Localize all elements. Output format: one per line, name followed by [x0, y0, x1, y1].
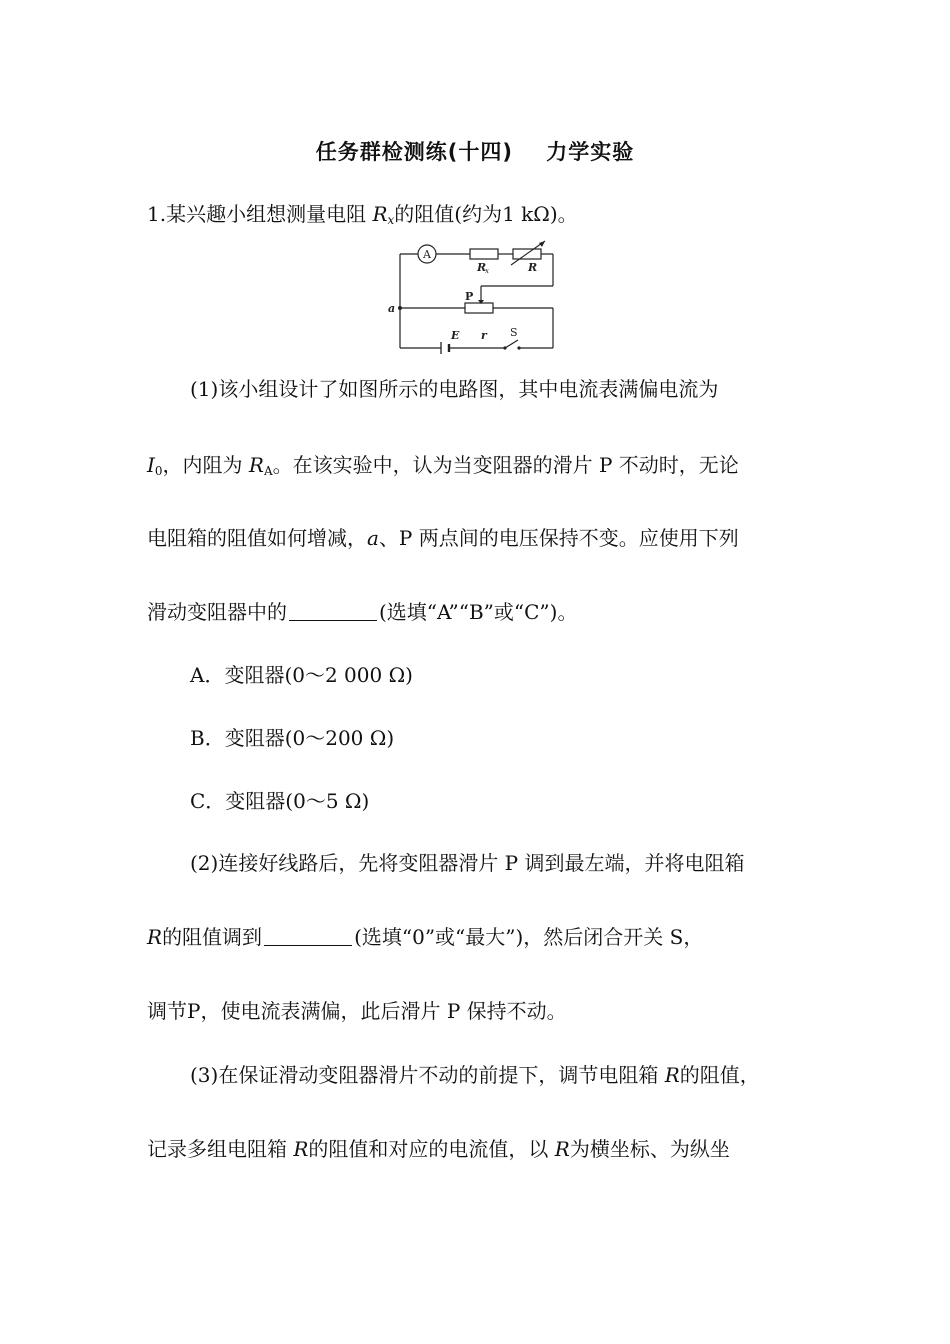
var-a: a [367, 526, 379, 550]
part3-line1-a: (3)在保证滑动变阻器滑片不动的前提下，调节电阻箱 [190, 1063, 665, 1087]
part3-line1-b: 的阻值， [679, 1063, 760, 1087]
option-b: B．变阻器(0～200 Ω) [190, 726, 395, 750]
var-i: I [147, 453, 155, 477]
part1-line3-b: 、P 两点间的电压保持不变。应使用下列 [378, 526, 739, 550]
part2-line2 [147, 923, 827, 951]
part1-line4 [147, 598, 827, 626]
var-r: R [147, 925, 163, 949]
r-box-label: R [528, 261, 538, 274]
option-a: A．变阻器(0～2 000 Ω) [190, 663, 413, 687]
part3-line1 [190, 1061, 870, 1089]
part3-line2 [147, 1135, 827, 1163]
part2-line3: 调节P，使电流表满偏，此后滑片 P 保持不动。 [147, 999, 567, 1023]
battery-icon [441, 329, 488, 354]
part3-line2-c: 为横坐标、为纵坐 [569, 1137, 730, 1161]
stem-text: 1.某兴趣小组想测量电阻 [147, 202, 373, 226]
circuit-diagram [385, 238, 560, 354]
emf-label: E [451, 329, 460, 342]
part1-line4-b: (选填“A”“B”或“C”)。 [379, 600, 578, 624]
part1-line2-rest: 。在该实验中，认为当变阻器的滑片 P 不动时，无论 [272, 453, 739, 477]
internal-r-label: r [481, 329, 487, 342]
part1-line3-a: 电阻箱的阻值如何增减， [147, 526, 367, 550]
stem-var-r: R [372, 202, 388, 226]
var-r: R [664, 1063, 680, 1087]
answer-blank-1[interactable] [289, 602, 377, 621]
part1-line1: (1)该小组设计了如图所示的电路图，其中电流表满偏电流为 [190, 377, 719, 401]
part3-line2-b: 的阻值和对应的电流值，以 [308, 1137, 555, 1161]
part1-line3 [147, 524, 827, 552]
sub-0: 0 [154, 464, 163, 478]
stem-sub-x: x [387, 213, 395, 227]
var-r: R [293, 1137, 309, 1161]
question-1-stem [147, 200, 827, 234]
part2-line1: (2)连接好线路后，先将变阻器滑片 P 调到最左端，并将电阻箱 [190, 851, 745, 875]
ammeter-icon [418, 245, 436, 263]
var-r-axis: R [554, 1137, 570, 1161]
option-c: C．变阻器(0～5 Ω) [190, 789, 370, 813]
part1-line2-mid: ，内阻为 [162, 453, 249, 477]
resistor-rx-icon [470, 249, 498, 275]
rx-sub-label: x [485, 267, 489, 275]
part1-line2 [147, 451, 827, 485]
part2-line2-b: (选填“0”或“最大”)，然后闭合开关 S， [354, 925, 704, 949]
sub-a: A [263, 464, 273, 478]
node-a-dot [398, 306, 402, 310]
part2-line2-a: 的阻值调到 [162, 925, 263, 949]
page-title: 任务群检测练(十四) 力学实验 [315, 140, 635, 164]
rx-label: R [477, 261, 487, 274]
ammeter-label: A [423, 248, 431, 261]
stem-rest: 的阻值(约为1 kΩ)。 [394, 202, 578, 226]
part3-line2-a: 记录多组电阻箱 [147, 1137, 294, 1161]
switch-icon [503, 326, 520, 350]
resistance-box-icon [511, 241, 545, 274]
part1-line4-a: 滑动变阻器中的 [147, 600, 287, 624]
node-a-label: a [388, 302, 396, 315]
switch-label: S [510, 326, 518, 339]
var-ra: R [248, 453, 264, 477]
slider-p-label: P [465, 290, 474, 303]
answer-blank-2[interactable] [264, 927, 352, 946]
rheostat-icon [465, 290, 493, 313]
